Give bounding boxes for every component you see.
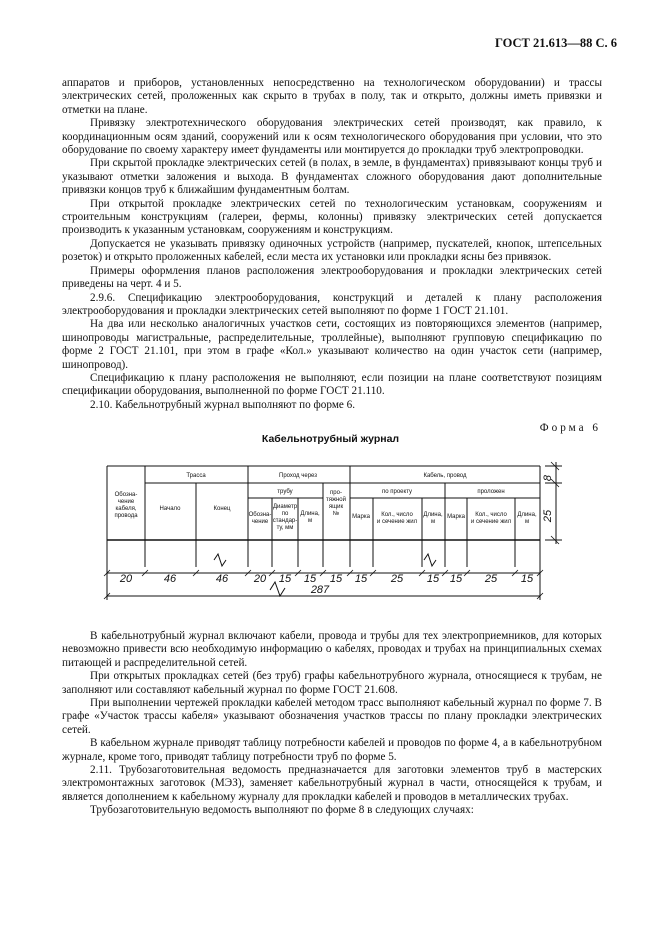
- paragraph: 2.11. Трубозаготовительная ведомость предназначается для заготовки элементов труб в мастерских электромонтажных заготовок (МЭЗ), заменяет кабельнотрубный журнал в части, относящейся к трубам, и является дополнением к кабельному журналу для прокладки кабелей и проводов в металлических трубах.: [62, 764, 602, 803]
- dim-col-1: 20: [119, 573, 133, 585]
- col-oboz-3: кабеля,: [115, 506, 137, 512]
- paragraph: Допускается не указывать привязку одиночных устройств (например, пускателей, кнопок, штепсельных розеток) и открыто проложенных кабелей, если места их установки или прокладки ясны без привязок.: [62, 237, 602, 264]
- dim-col-12: 25: [484, 573, 498, 585]
- sub-diam-2: по: [281, 511, 289, 517]
- dim-col-7: 15: [329, 573, 343, 585]
- col-protyazh-3: ящик: [328, 504, 344, 510]
- sub-dlina-3: Длина,: [423, 512, 443, 518]
- dim-col-3: 46: [215, 573, 229, 585]
- dim-total: 287: [310, 584, 330, 596]
- col-protyazh-4: №: [332, 511, 340, 517]
- form-label: Форма 6: [539, 422, 601, 434]
- dim-col-11: 15: [449, 573, 463, 585]
- sub-diam-4: ту, мм: [276, 525, 294, 531]
- sub-diam-1: Диаметр: [272, 504, 298, 510]
- paragraph: Примеры оформления планов расположения электрооборудования и прокладки электрических сетей приведены на черт. 4 и 5.: [62, 264, 602, 291]
- col-trubu: трубу: [277, 489, 293, 495]
- col-po-proektu: по проекту: [381, 489, 413, 495]
- col-nachalo: Начало: [159, 506, 181, 512]
- dim-col-13: 15: [520, 573, 534, 585]
- paragraph: В кабельном журнале приводят таблицу потребности кабелей и проводов по форме 4, а в кабельнотрубном журнале, кроме того, приводят таблицу потребности труб по форме 5.: [62, 737, 602, 763]
- sub-oboz-1: Обозна-: [248, 512, 272, 518]
- page-header: ГОСТ 21.613—88 С. 6: [494, 36, 617, 50]
- paragraph: В кабельнотрубный журнал включают кабели, провода и трубы для тех электроприемников, для которых невозможно привести всю необходимую информацию о кабелях, проводах и трубах на принципиальных схемах питающей и распределительной сетей.: [62, 630, 602, 669]
- sub-kol-3: Кол., число: [475, 512, 507, 518]
- dim-col-5: 15: [278, 573, 292, 585]
- dim-col-10: 15: [426, 573, 440, 585]
- sub-oboz-2: чение: [251, 519, 269, 525]
- paragraph: При скрытой прокладке электрических сетей (в полах, в земле, в фундаментах) привязывают концы труб и указывают отметки заложения и выхода. В фундаментах сложного оборудования дают дополнительные привязки концов труб к ближайшим фундаментным болтам.: [62, 157, 602, 197]
- dim-row-1: 8: [542, 474, 554, 482]
- paragraph: 2.10. Кабельнотрубный журнал выполняют по форме 6.: [90, 398, 356, 411]
- sub-kol-1: Кол., число: [381, 512, 413, 518]
- sub-diam-3: стандар-: [272, 518, 298, 524]
- col-prohod: Проход через: [279, 473, 317, 479]
- dim-row-2: 25: [542, 509, 554, 523]
- col-prolozhen: проложен: [477, 489, 505, 495]
- dim-col-8: 15: [354, 573, 368, 585]
- paragraph: 2.9.6. Спецификацию электрооборудования, конструкций и деталей к плану расположения электрооборудования и прокладки электрических сетей выполняют по форме 1 ГОСТ 21.101.: [62, 291, 602, 317]
- sub-dlina-4: м: [430, 519, 436, 525]
- sub-marka-1: Марка: [352, 514, 370, 520]
- col-konec: Конец: [213, 506, 231, 512]
- sub-dlina-1: Длина,: [300, 511, 320, 517]
- paragraph: Спецификацию к плану расположения не выполняют, если позиции на плане соответствуют позициям спецификации оборудования, выполненной по форме ГОСТ 21.110.: [62, 371, 602, 398]
- col-oboz-4: провода: [114, 513, 138, 519]
- sub-marka-2: Марка: [447, 514, 465, 520]
- paragraph: На два или несколько аналогичных участков сети, состоящих из повторяющихся элементов (например, шинопроводы магистральные, распределительные, троллейные), выполняют групповую спецификацию по форме 2 ГОСТ 21.101, при этом в графе «Кол.» указывают количество на один участок сети (например, шинопровод).: [62, 318, 602, 371]
- body-text-bottom: [62, 630, 602, 818]
- table-title: Кабельнотрубный журнал: [261, 433, 400, 445]
- sub-dlina-6: м: [524, 519, 530, 525]
- paragraph: аппаратов и приборов, установленных непосредственно на технологическом оборудовании) и трассы электрических сетей, проложенных как скрыто в трубах в полу, так и открыто, должны иметь привязки и отметки на плане.: [62, 77, 602, 116]
- dim-col-9: 25: [390, 573, 404, 585]
- sub-kol-4: и сечение жил: [470, 519, 512, 525]
- col-oboz-2: чение: [117, 499, 135, 505]
- dim-col-4: 20: [253, 573, 267, 585]
- paragraph: Трубозаготовительную ведомость выполняют по форме 8 в следующих случаях:: [90, 804, 474, 817]
- dim-col-6: 15: [303, 573, 317, 585]
- col-protyazh-2: тяжной: [325, 497, 347, 503]
- col-protyazh-1: про-: [330, 490, 342, 496]
- sub-kol-2: и сечение жил: [376, 519, 418, 525]
- paragraph: Привязку электротехнического оборудования электрических сетей производят, как правило, к координационным осям зданий, сооружений или к осям технологического оборудования при условии, что это оборудование по своему характеру имеет фундаменты или монтируется до прокладки труб электропроводки.: [62, 117, 602, 157]
- paragraph: При открытых прокладках сетей (без труб) графы кабельнотрубного журнала, относящиеся к трубам, не заполняют или составляют кабельный журнал по форме ГОСТ 21.608.: [62, 670, 602, 696]
- col-kabel: Кабель, провод: [423, 473, 467, 479]
- col-oboz-1: Обозна-: [114, 492, 138, 498]
- sub-dlina-5: Длина,: [517, 512, 537, 518]
- col-trassa: Трасса: [186, 473, 206, 479]
- dim-col-2: 46: [163, 573, 177, 585]
- paragraph: При открытой прокладке электрических сетей по технологическим установкам, сооружениям и строительным конструкциям (галереи, фермы, колонны) привязку электрических сетей допускается производить к указанным установкам, сооружениям и конструкциям.: [62, 197, 602, 237]
- sub-dlina-2: м: [307, 518, 313, 524]
- paragraph: При выполнении чертежей прокладки кабелей методом трасс выполняют кабельный журнал по форме 7. В графе «Участок трассы кабеля» указывают обозначения участков трассы по плану прокладки электрических сетей.: [62, 697, 602, 736]
